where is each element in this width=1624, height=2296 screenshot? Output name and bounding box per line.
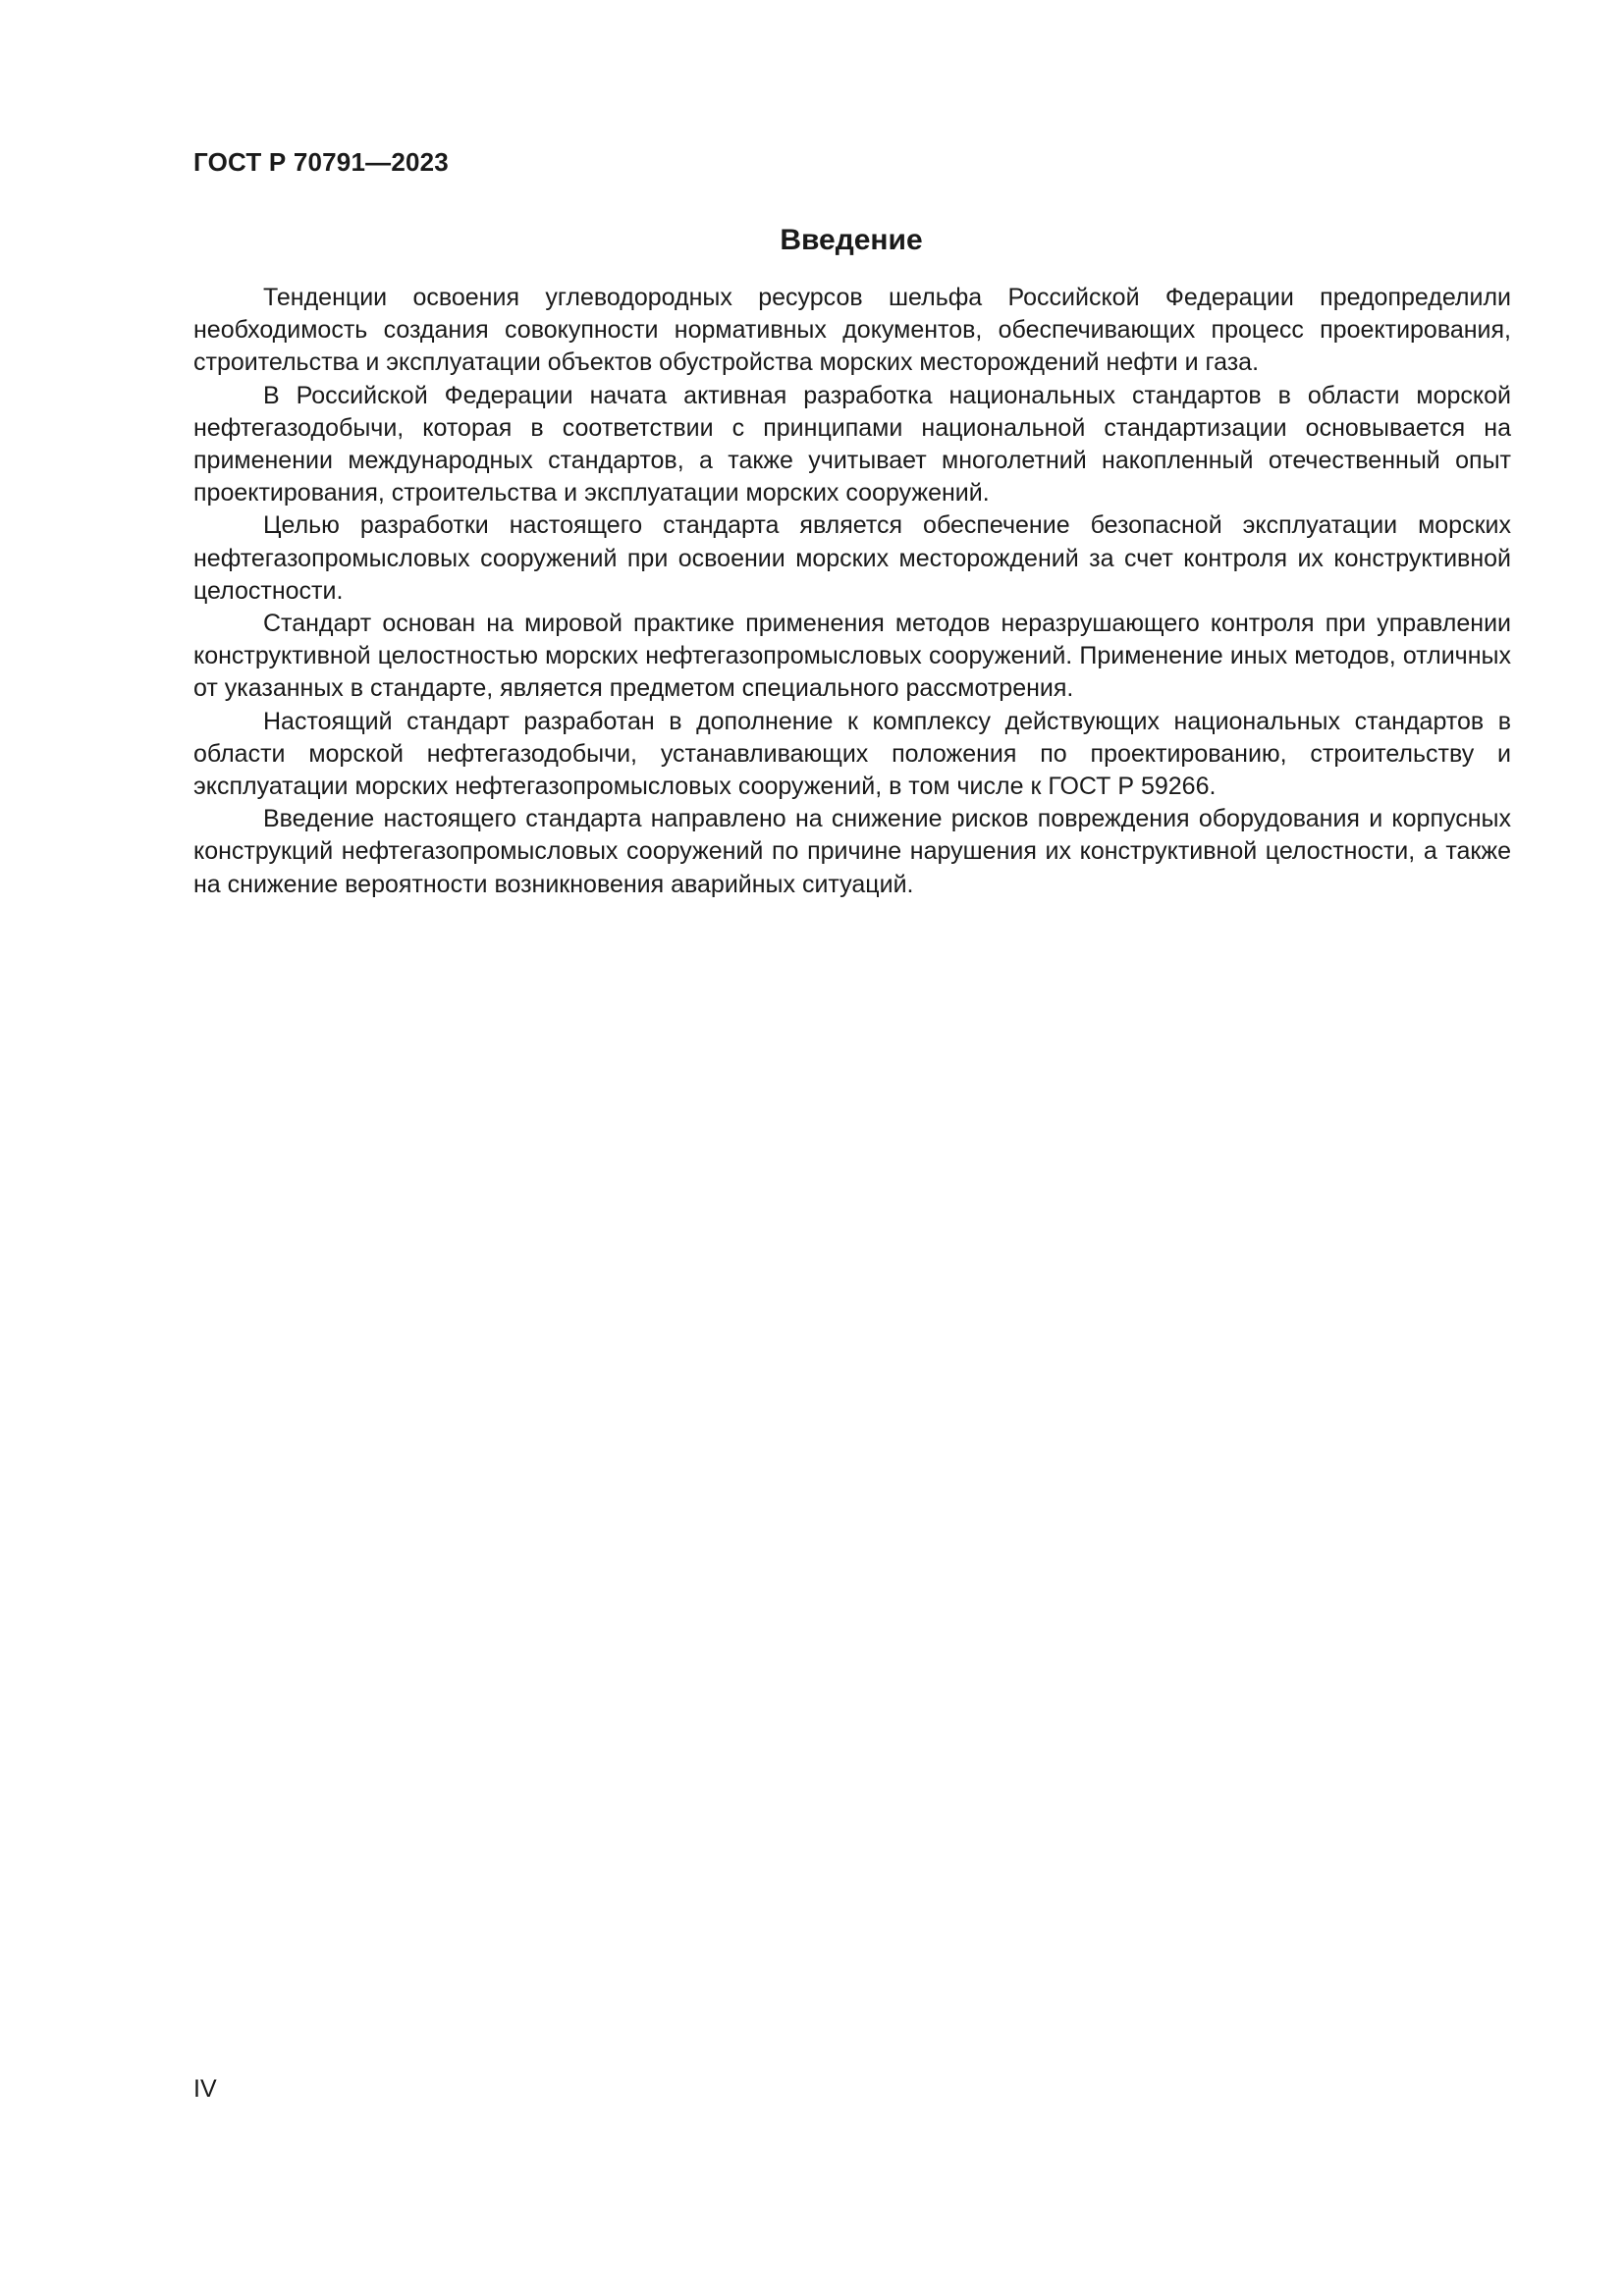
- page-number: IV: [193, 2075, 217, 2103]
- paragraph: Тенденции освоения углеводородных ресурсов шельфа Российской Федерации предопределили необходимость создания совокупности нормативных документов, обеспечивающих процесс проектирования, строительства и эксплуатации объектов обустройства морских месторождений нефти и газа.: [193, 284, 1511, 377]
- paragraph: Целью разработки настоящего стандарта является обеспечение безопасной эксплуатации морских нефтегазопромысловых сооружений при освоении морских месторождений за счет контроля их конструктивной целостности.: [193, 511, 1511, 605]
- paragraph: Введение настоящего стандарта направлено на снижение рисков повреждения оборудования и корпусных конструкций нефтегазопромысловых сооружений по причине нарушения их конструктивной целостности, а также на снижение вероятности возникновения аварийных ситуаций.: [193, 805, 1511, 898]
- section-title: Введение: [780, 224, 923, 256]
- paragraph: Стандарт основан на мировой практике применения методов неразрушающего контроля при управлении конструктивной целостностью морских нефтегазопромысловых сооружений. Применение иных методов, отличных от указанных в стандарте, является предметом специального рассмотрения.: [193, 610, 1511, 703]
- paragraph: Настоящий стандарт разработан в дополнение к комплексу действующих национальных стандартов в области морской нефтегазодобычи, устанавливающих положения по проектированию, строительству и эксплуатации морских нефтегазопромысловых сооружений, в том числе к ГОСТ Р 59266.: [193, 707, 1511, 801]
- document-header: ГОСТ Р 70791—2023: [193, 147, 449, 177]
- introduction-body: [193, 282, 1511, 901]
- paragraph: В Российской Федерации начата активная разработка национальных стандартов в области морской нефтегазодобычи, которая в соответствии с принципами национальной стандартизации основывается на применении международных стандартов, а также учитывает многолетний накопленный отечественный опыт проектирования, строительства и эксплуатации морских сооружений.: [193, 381, 1511, 507]
